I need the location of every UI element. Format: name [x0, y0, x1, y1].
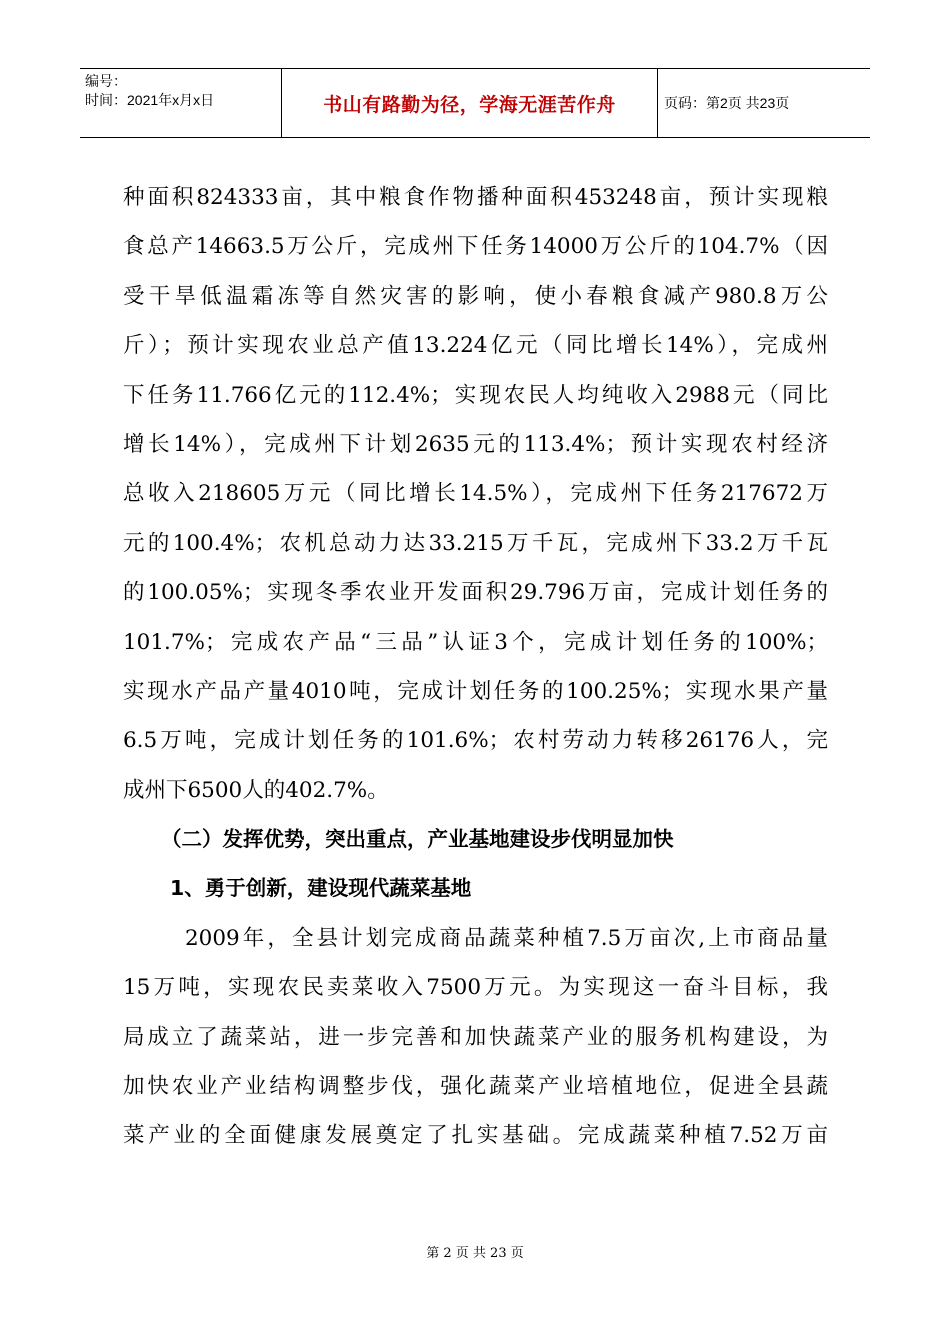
subsection-heading: 1、勇于创新，建设现代蔬菜基地 — [170, 876, 472, 901]
text-line: 15万吨，实现农民卖菜收入7500万元。为实现这一奋斗目标，我 — [123, 975, 828, 1001]
text-line: 菜产业的全面健康发展奠定了扎实基础。完成蔬菜种植7.52万亩 — [123, 1123, 828, 1149]
text-line: 食总产14663.5万公斤，完成州下任务14000万公斤的104.7%（因 — [123, 234, 828, 260]
document-date: 时间：2021年x月x日 — [85, 92, 215, 108]
document-body — [123, 173, 828, 1161]
text-line: 增长14%），完成州下计划2635元的113.4%；预计实现农村经济 — [123, 431, 828, 457]
text-line: 成州下6500人的402.7%。 — [123, 777, 389, 803]
text-line: 101.7%；完成农产品“三品”认证3个，完成计划任务的100%； — [123, 629, 828, 655]
text-line: 实现水产品产量4010吨，完成计划任务的100.25%；实现水果产量 — [123, 678, 828, 704]
text-line: 受干旱低温霜冻等自然灾害的影响，使小春粮食减产980.8万公 — [123, 283, 828, 309]
paragraph-2 — [123, 914, 828, 1161]
text-line: 2009年，全县计划完成商品蔬菜种植7.5万亩次,上市商品量 — [185, 925, 828, 951]
paragraph-1 — [123, 173, 828, 815]
text-line: 局成立了蔬菜站，进一步完善和加快蔬菜产业的服务机构建设，为 — [123, 1024, 828, 1050]
text-line: 下任务11.766亿元的112.4%；实现农民人均纯收入2988元（同比 — [123, 382, 828, 408]
section-heading: （二）发挥优势，突出重点，产业基地建设步伐明显加快 — [161, 827, 674, 852]
text-line: 元的100.4%；农机总动力达33.215万千瓦，完成州下33.2万千瓦 — [123, 530, 828, 556]
header-motto: 书山有路勤为径，学海无涯苦作舟 — [282, 69, 658, 137]
text-line: 斤）；预计实现农业总产值13.224亿元（同比增长14%），完成州 — [123, 333, 828, 359]
text-line: 加快农业产业结构调整步伐，强化蔬菜产业培植地位，促进全县蔬 — [123, 1074, 828, 1100]
text-line: 的100.05%；实现冬季农业开发面积29.796万亩，完成计划任务的 — [123, 580, 828, 606]
text-line: 总收入218605万元（同比增长14.5%），完成州下任务217672万 — [123, 481, 828, 507]
header-page-info: 页码：第2页 共23页 — [664, 95, 790, 111]
page-footer: 第 2 页 共 23 页 — [426, 1246, 524, 1261]
text-line: 种面积824333亩，其中粮食作物播种面积453248亩，预计实现粮 — [123, 185, 828, 210]
page-header — [80, 68, 870, 138]
text-line: 6.5万吨，完成计划任务的101.6%；农村劳动力转移26176人，完 — [123, 728, 828, 754]
document-number-label: 编号： — [85, 73, 127, 89]
header-meta — [80, 69, 282, 137]
